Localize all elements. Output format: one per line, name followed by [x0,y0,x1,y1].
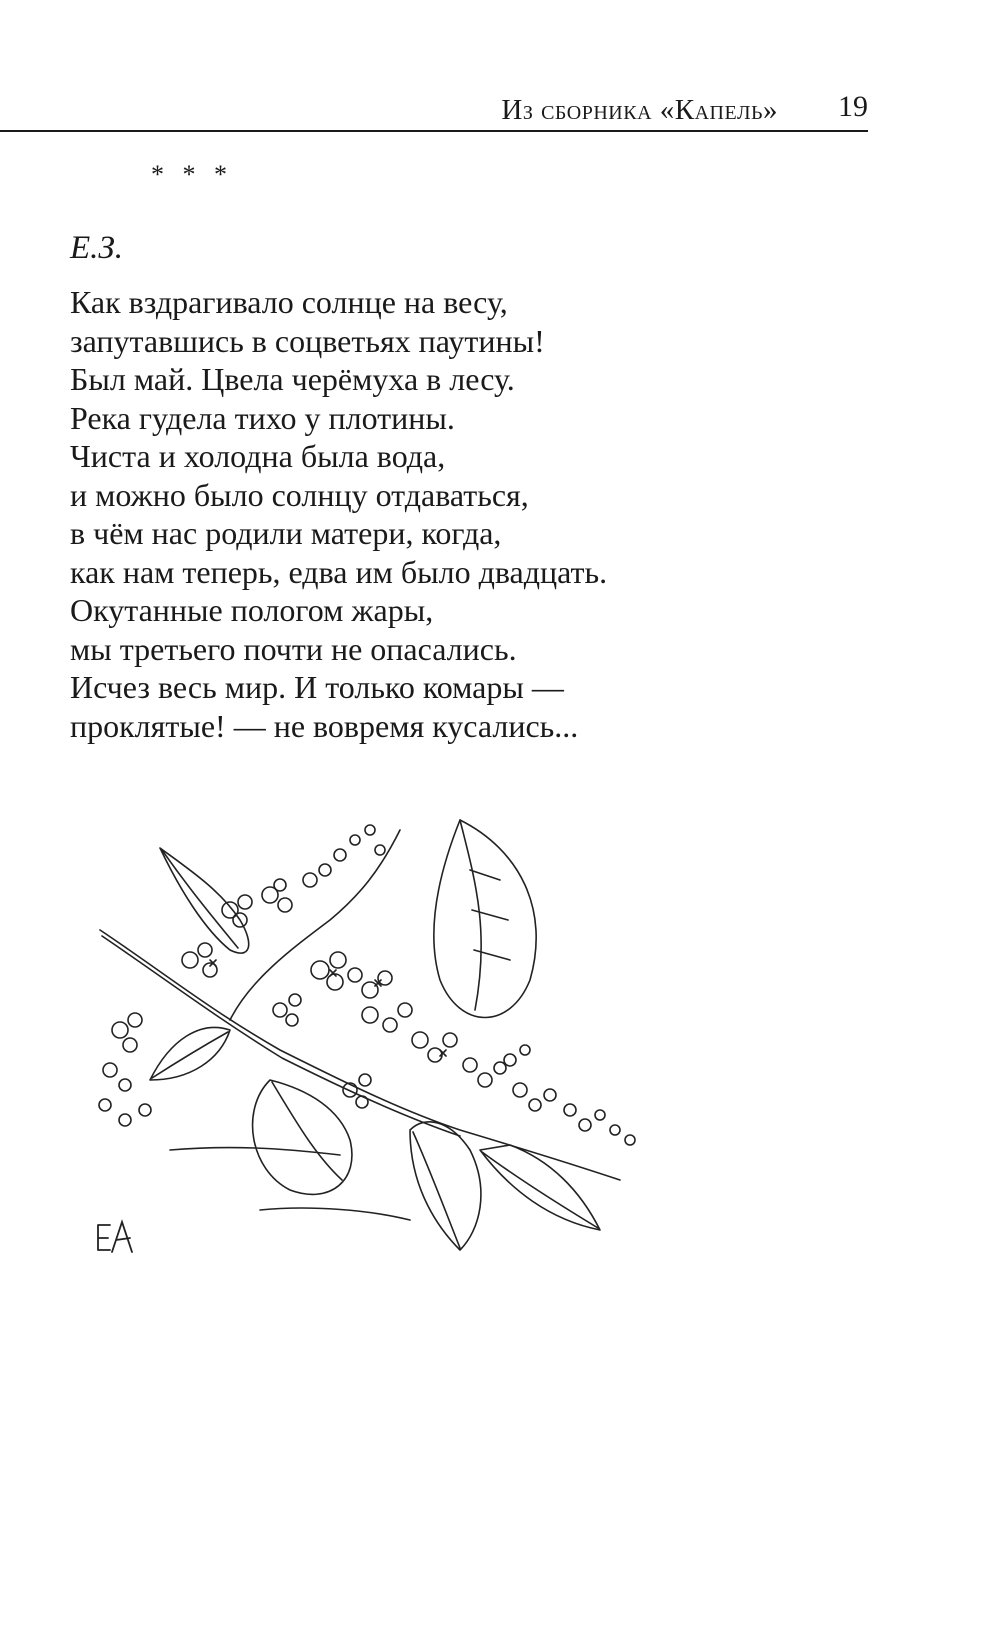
page-number: 19 [838,90,868,123]
artist-signature [98,1222,132,1252]
poem-line: Окутанные пологом жары, [70,592,434,628]
poem-line: Как вздрагивало солнце на весу, [70,284,508,320]
header-rule [0,130,868,132]
poem-body [70,283,850,745]
poem-line: Чиста и холодна была вода, [70,438,446,474]
running-head [0,86,868,132]
poem-line: как нам теперь, едва им было двадцать. [70,553,608,590]
poem-separator: * * * [151,160,233,189]
poem-line: Река гудела тихо у плотины. [70,399,455,436]
poem-line: мы третьего почти не опасались. [70,630,517,667]
poem-line: и можно было солнцу отдаваться, [70,476,529,513]
poem-line: Исчез весь мир. И только комары — [70,669,564,705]
running-title: Из сборника «Капель» [501,94,778,126]
poem-dedication: Е.З. [70,230,123,266]
bird-cherry-branch-drawing [80,810,690,1330]
poem-line: проклятые! — не вовремя кусались... [70,707,579,744]
poem-line: Был май. Цвела черёмуха в лесу. [70,361,515,397]
poem-line: в чём нас родили матери, когда, [70,515,502,551]
poem-line: запутавшись в соцветьях паутины! [70,322,545,359]
bird-cherry-illustration [80,810,690,1330]
